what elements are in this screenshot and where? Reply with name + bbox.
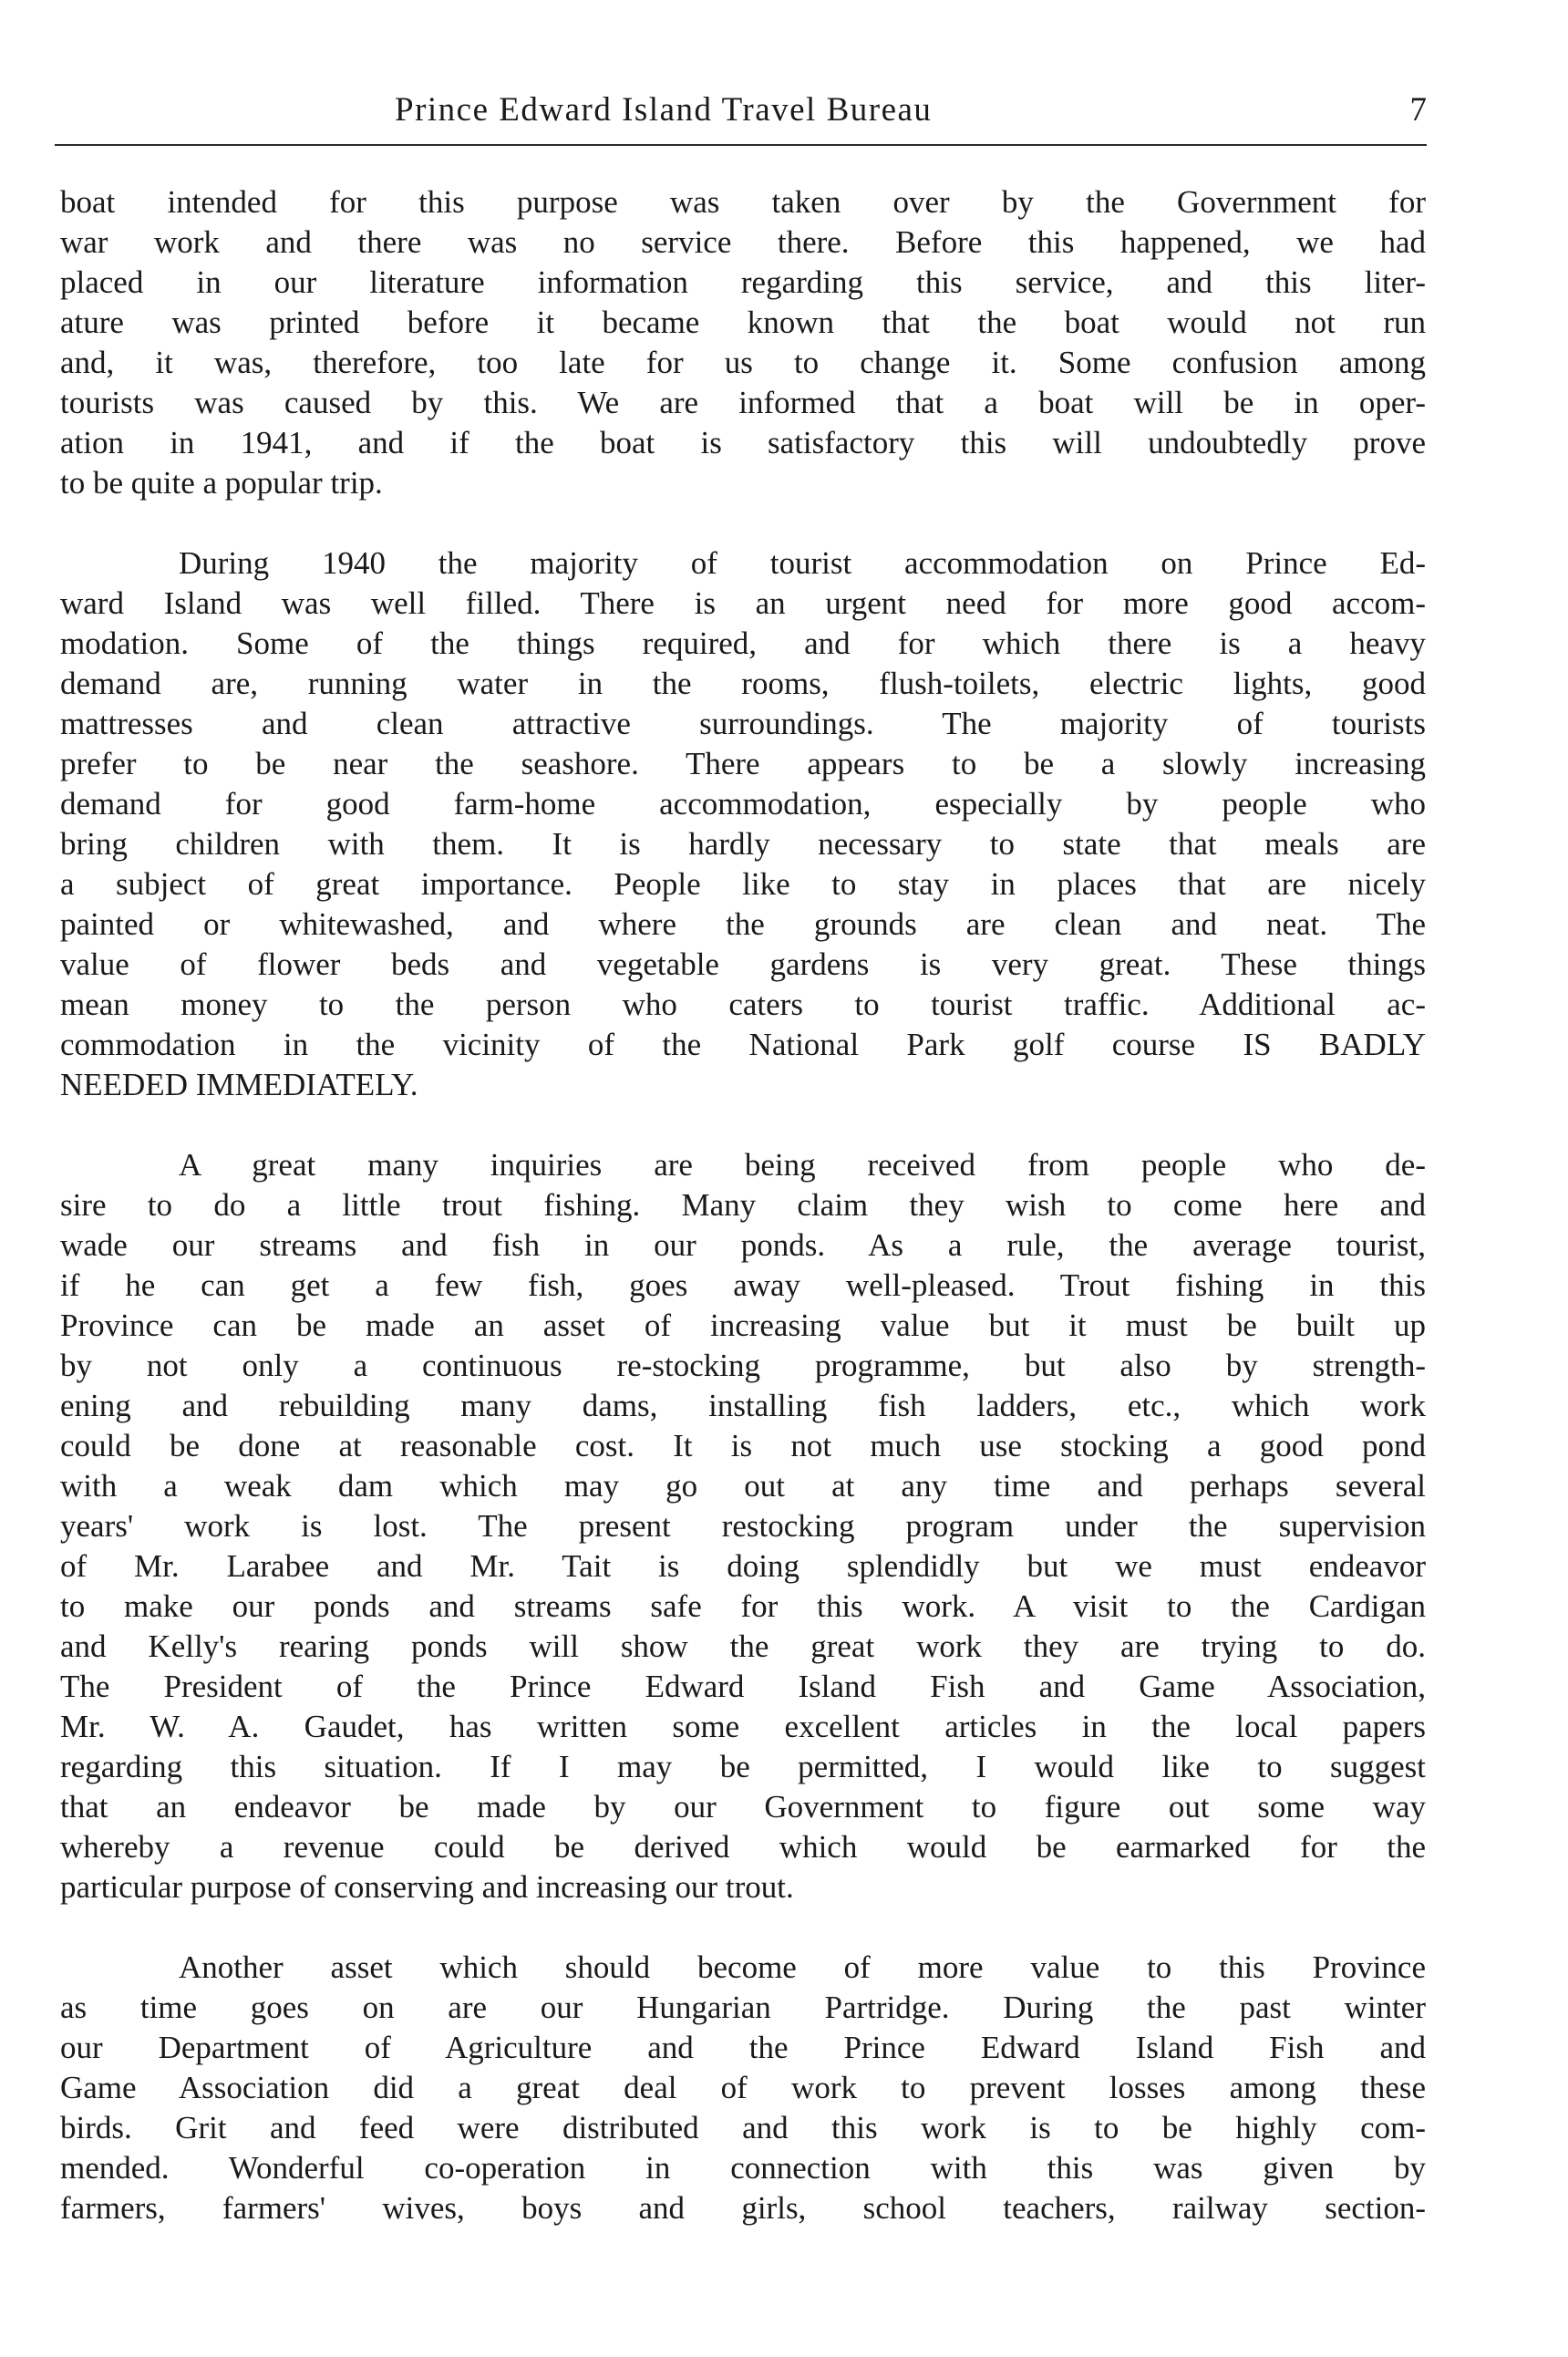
text-line: ation in 1941, and if the boat is satisfactory this will undoubtedly prove bbox=[60, 425, 1426, 460]
text-line: The President of the Prince Edward Island Fish and Game Association, bbox=[60, 1669, 1426, 1704]
text-line: ening and rebuilding many dams, installing fish ladders, etc., which work bbox=[60, 1388, 1426, 1423]
paragraph-hungarian-partridge bbox=[60, 1948, 1426, 2228]
text-line: as time goes on are our Hungarian Partridge. During the past winter bbox=[60, 1990, 1426, 2025]
text-line: wade our streams and fish in our ponds. As a rule, the average tourist, bbox=[60, 1227, 1426, 1263]
text-line: regarding this situation. If I may be permitted, I would like to suggest bbox=[60, 1749, 1426, 1784]
paragraph-accommodation bbox=[60, 543, 1426, 1105]
text-line: and Kelly's rearing ponds will show the great work they are trying to do. bbox=[60, 1628, 1426, 1664]
text-line: a subject of great importance. People like to stay in places that are nicely bbox=[60, 866, 1426, 902]
text-line: NEEDED IMMEDIATELY. bbox=[60, 1067, 418, 1102]
text-line: demand for good farm-home accommodation, especially by people who bbox=[60, 786, 1426, 822]
text-line: modation. Some of the things required, and for which there is a heavy bbox=[60, 625, 1426, 661]
text-line: birds. Grit and feed were distributed and this work is to be highly com- bbox=[60, 2110, 1426, 2145]
text-line: that an endeavor be made by our Government to figure out some way bbox=[60, 1789, 1426, 1825]
paragraph-boat-service bbox=[60, 182, 1426, 503]
text-line: tourists was caused by this. We are informed that a boat will be in oper- bbox=[60, 385, 1426, 420]
text-line: to be quite a popular trip. bbox=[60, 465, 383, 501]
text-line: to make our ponds and streams safe for this work. A visit to the Cardigan bbox=[60, 1588, 1426, 1624]
paragraph-trout-fishing bbox=[60, 1145, 1426, 1907]
text-line: if he can get a few fish, goes away well-pleased. Trout fishing in this bbox=[60, 1267, 1426, 1303]
text-line: years' work is lost. The present restocking program under the supervision bbox=[60, 1508, 1426, 1544]
text-line: mean money to the person who caters to tourist traffic. Additional ac- bbox=[60, 987, 1426, 1022]
text-line: Mr. W. A. Gaudet, has written some excellent articles in the local papers bbox=[60, 1709, 1426, 1744]
text-line: During 1940 the majority of tourist accommodation on Prince Ed- bbox=[179, 545, 1426, 581]
text-line: value of flower beds and vegetable gardens is very great. These things bbox=[60, 946, 1426, 982]
page-number: 7 bbox=[1409, 91, 1427, 129]
text-line: boat intended for this purpose was taken over by the Government for bbox=[60, 184, 1426, 220]
text-line: placed in our literature information regarding this service, and this liter- bbox=[60, 264, 1426, 300]
text-line: painted or whitewashed, and where the grounds are clean and neat. The bbox=[60, 906, 1426, 942]
text-line: bring children with them. It is hardly necessary to state that meals are bbox=[60, 826, 1426, 862]
text-line: Another asset which should become of more value to this Province bbox=[179, 1949, 1426, 1985]
text-line: ward Island was well filled. There is an urgent need for more good accom- bbox=[60, 585, 1426, 621]
text-line: Province can be made an asset of increasing value but it must be built up bbox=[60, 1308, 1426, 1343]
text-line: particular purpose of conserving and increasing our trout. bbox=[60, 1869, 794, 1905]
text-line: prefer to be near the seashore. There appears to be a slowly increasing bbox=[60, 746, 1426, 781]
running-header bbox=[55, 88, 1427, 146]
text-line: Game Association did a great deal of work to prevent losses among these bbox=[60, 2070, 1426, 2105]
text-line: by not only a continuous re-stocking programme, but also by strength- bbox=[60, 1348, 1426, 1383]
body-text bbox=[60, 182, 1426, 2269]
text-line: demand are, running water in the rooms, flush-toilets, electric lights, good bbox=[60, 666, 1426, 701]
text-line: with a weak dam which may go out at any time and perhaps several bbox=[60, 1468, 1426, 1504]
text-line: and, it was, therefore, too late for us to change it. Some confusion among bbox=[60, 345, 1426, 380]
text-line: whereby a revenue could be derived which would be earmarked for the bbox=[60, 1829, 1426, 1865]
text-line: ature was printed before it became known that the boat would not run bbox=[60, 305, 1426, 340]
header-title: Prince Edward Island Travel Bureau bbox=[395, 91, 933, 129]
text-line: of Mr. Larabee and Mr. Tait is doing splendidly but we must endeavor bbox=[60, 1548, 1426, 1584]
text-line: could be done at reasonable cost. It is not much use stocking a good pond bbox=[60, 1428, 1426, 1463]
text-line: A great many inquiries are being received from people who de- bbox=[179, 1147, 1426, 1183]
text-line: mended. Wonderful co-operation in connection with this was given by bbox=[60, 2150, 1426, 2186]
text-line: our Department of Agriculture and the Prince Edward Island Fish and bbox=[60, 2030, 1426, 2065]
text-line: farmers, farmers' wives, boys and girls, school teachers, railway section- bbox=[60, 2190, 1426, 2226]
text-line: mattresses and clean attractive surroundings. The majority of tourists bbox=[60, 706, 1426, 741]
text-line: commodation in the vicinity of the National Park golf course IS BADLY bbox=[60, 1027, 1426, 1062]
text-line: sire to do a little trout fishing. Many claim they wish to come here and bbox=[60, 1187, 1426, 1223]
text-line: war work and there was no service there. Before this happened, we had bbox=[60, 224, 1426, 260]
